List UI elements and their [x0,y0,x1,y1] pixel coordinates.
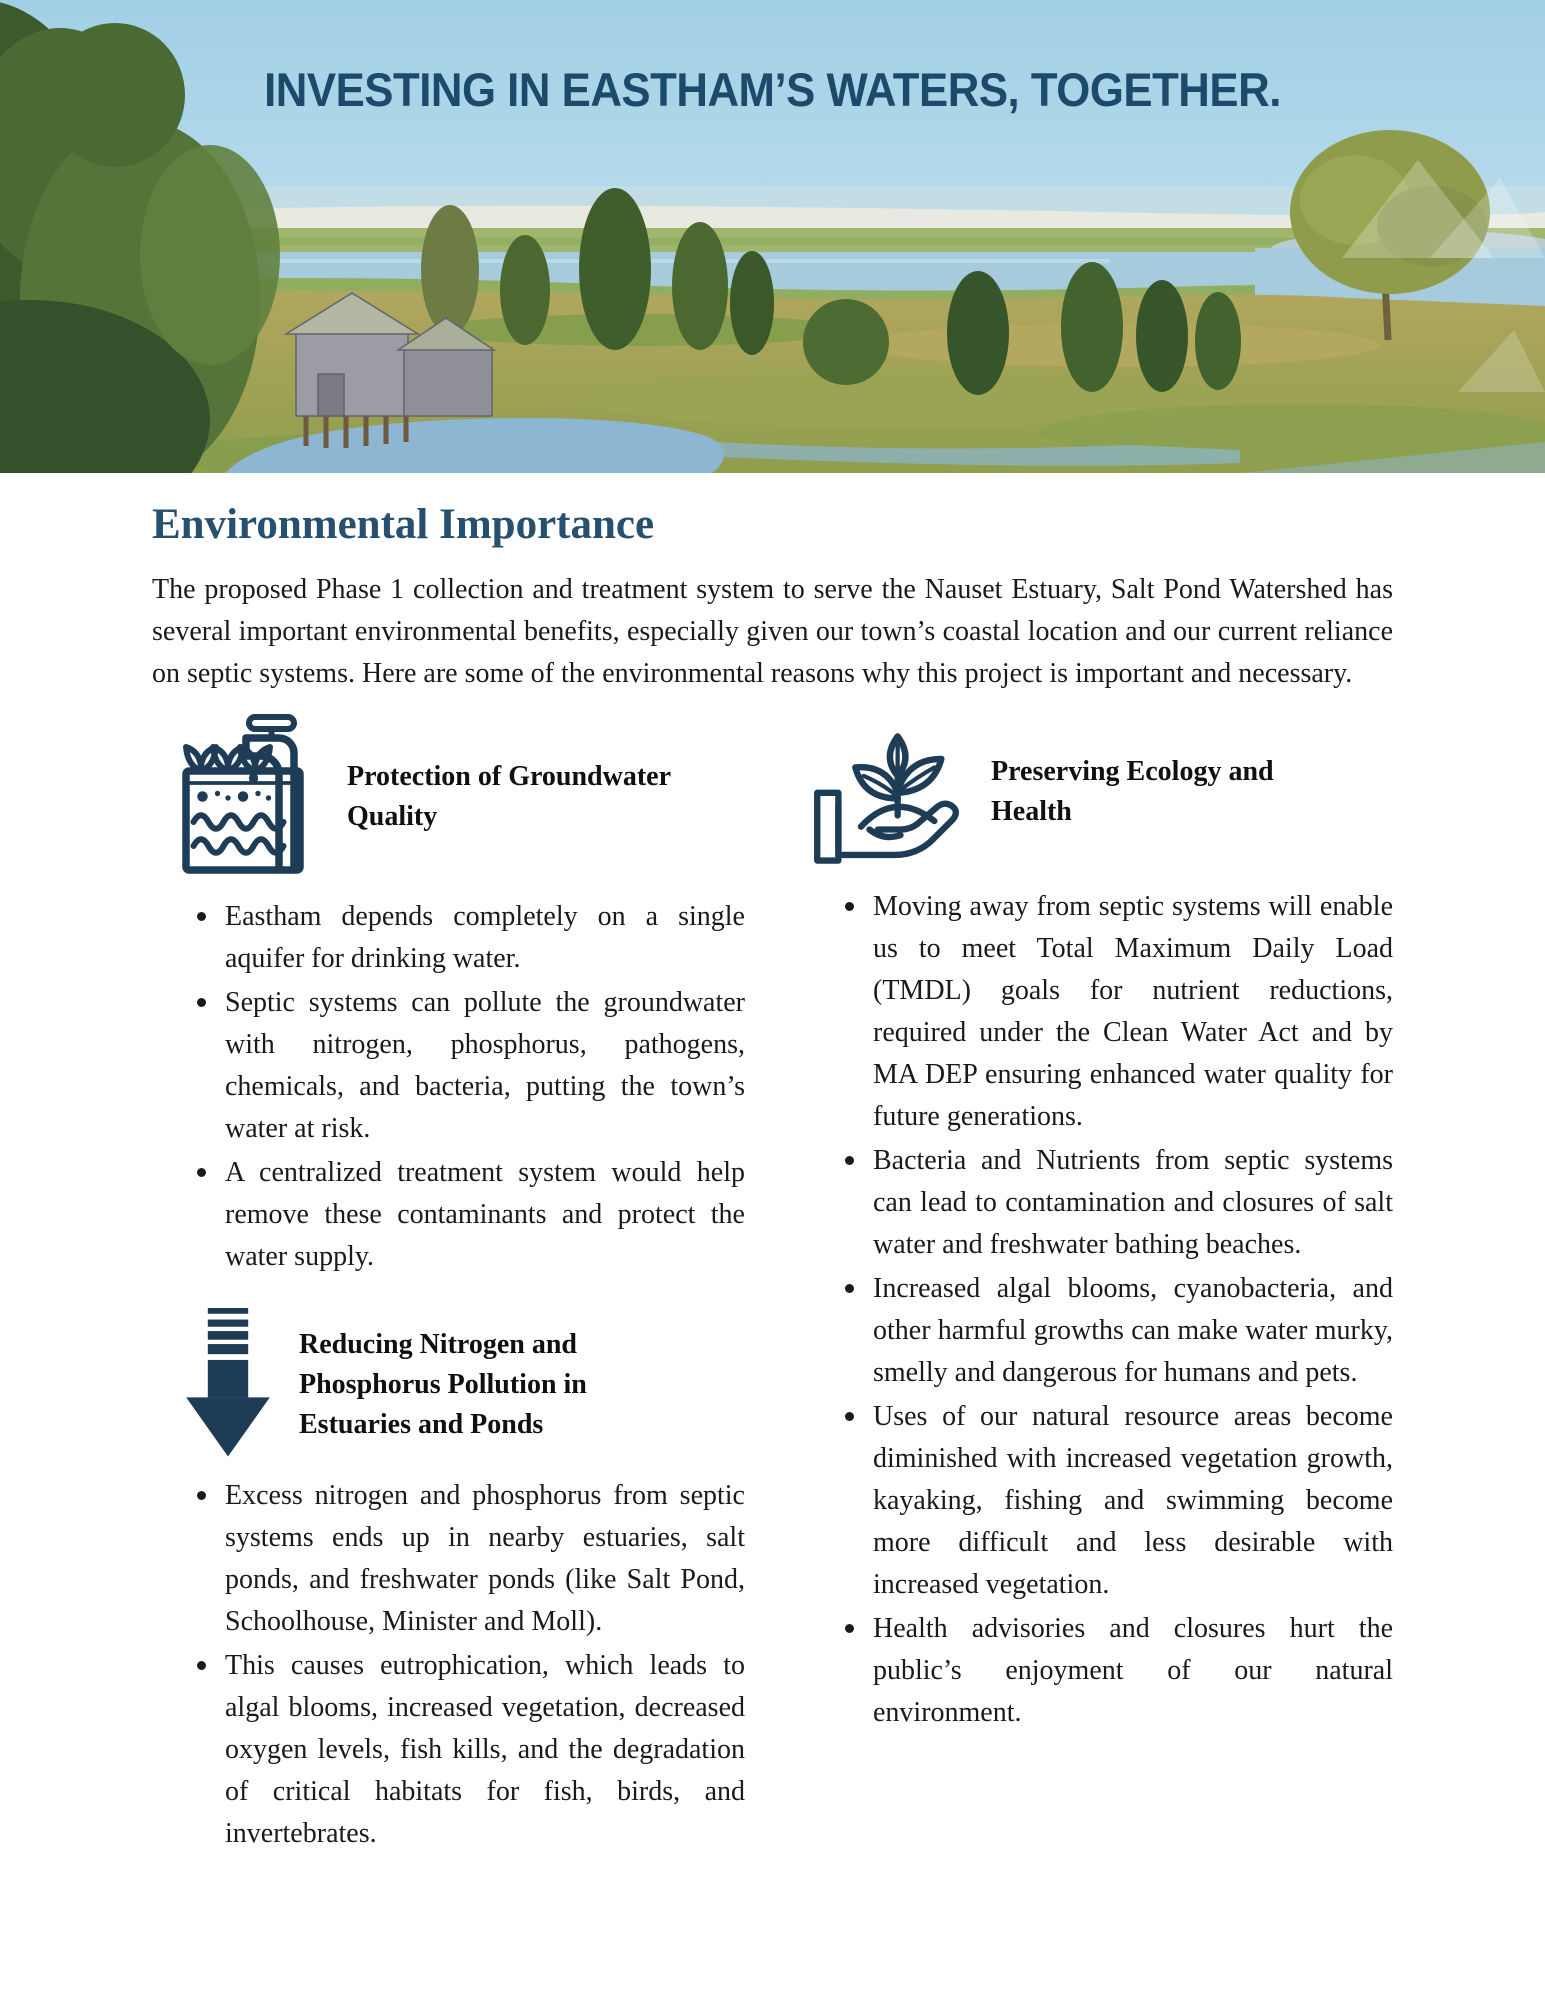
right-column [800,711,1393,1857]
hand-plant-icon [813,711,971,874]
section-heading-nutrient-reduction: Reducing Nitrogen and Phosphorus Pollution in Estuaries and Ponds [299,1329,587,1440]
groundwater-tap-icon [177,711,327,884]
section-header-ecology [800,711,1393,874]
groundwater-bullet-list [152,896,745,1278]
header-banner [0,0,1545,473]
intro-paragraph: The proposed Phase 1 collection and treatment system to serve the Nauset Estuary, Salt Pond Watershed has several important environmental benefits, especially given our town’s coastal location and our current reliance on septic systems. Here are some of the environmental reasons why this project is important and necessary. [152,573,1393,689]
bullet-item: Excess nitrogen and phosphorus from septic systems ends up in nearby estuaries, salt ponds, and freshwater ponds (like Salt Pond, Schoolhouse, Minister and Moll). [225,1475,745,1643]
bullet-item: Septic systems can pollute the groundwater with nitrogen, phosphorus, pathogens, chemicals, and bacteria, putting the town’s water at risk. [225,982,745,1150]
section-heading-groundwater: Protection of Groundwater Quality [347,761,671,833]
down-arrow-icon [177,1308,279,1463]
bullet-item: Health advisories and closures hurt the public’s enjoyment of our natural environment. [873,1608,1393,1734]
bullet-item: This causes eutrophication, which leads to algal blooms, increased vegetation, decreased oxygen levels, fish kills, and the degradation of critical habitats for fish, birds, and invertebrates. [225,1645,745,1855]
section-heading-ecology: Preserving Ecology and Health [991,756,1274,828]
section-header-nutrient-reduction [152,1308,745,1463]
bullet-item: Uses of our natural resource areas become diminished with increased vegetation growth, kayaking, fishing and swimming become more difficult and less desirable with increased vegetation. [873,1396,1393,1606]
bullet-item: Eastham depends completely on a single aquifer for drinking water. [225,896,745,980]
ecology-bullet-list [800,886,1393,1734]
bullet-item: Bacteria and Nutrients from septic systems can lead to contamination and closures of salt water and freshwater bathing beaches. [873,1140,1393,1266]
page-title: Environmental Importance [152,501,655,548]
two-column-layout [152,711,1393,1857]
bullet-item: A centralized treatment system would help remove these contaminants and protect the water supply. [225,1152,745,1278]
bullet-item: Increased algal blooms, cyanobacteria, and other harmful growths can make water murky, smelly and dangerous for humans and pets. [873,1268,1393,1394]
banner-title: INVESTING IN EASTHAM’S WATERS, TOGETHER. [264,63,1281,116]
bullet-item: Moving away from septic systems will enable us to meet Total Maximum Daily Load (TMDL) goals for nutrient reductions, required under the Clean Water Act and by MA DEP ensuring enhanced water quality for future generations. [873,886,1393,1138]
article [0,499,1545,1857]
left-column [152,711,745,1857]
section-header-groundwater [152,711,745,884]
nutrient-reduction-bullet-list [152,1475,745,1855]
